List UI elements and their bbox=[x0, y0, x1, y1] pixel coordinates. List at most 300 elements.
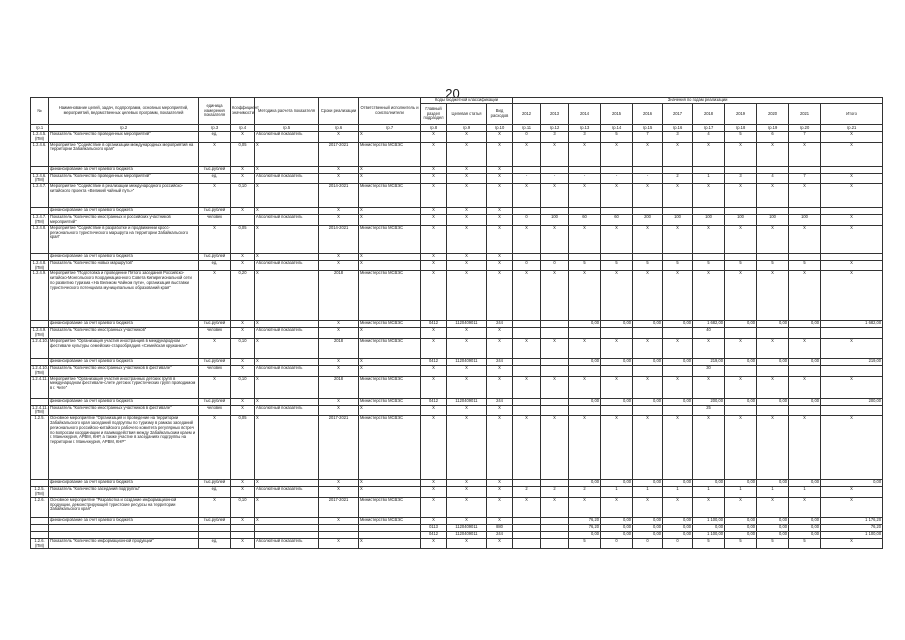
column-number: гр.11 bbox=[513, 125, 541, 132]
activity-row bbox=[31, 184, 883, 208]
column-number: гр.21 bbox=[821, 125, 883, 132]
table-cell: 0 bbox=[513, 132, 541, 143]
table-cell: X bbox=[359, 208, 421, 215]
table-cell: X bbox=[487, 487, 513, 498]
table-cell: 1 bbox=[693, 487, 725, 498]
column-number: гр.6 bbox=[319, 125, 359, 132]
table-cell: X bbox=[231, 321, 255, 328]
table-cell: X bbox=[255, 166, 319, 173]
table-cell bbox=[31, 398, 49, 405]
table-cell: X bbox=[421, 480, 447, 487]
table-cell bbox=[789, 405, 821, 416]
table-cell: X bbox=[663, 338, 693, 358]
program-table bbox=[30, 97, 883, 549]
table-cell: X bbox=[513, 338, 541, 358]
table-cell: X bbox=[541, 271, 569, 321]
table-cell: X bbox=[725, 376, 757, 398]
table-cell: X bbox=[693, 184, 725, 208]
table-cell: X bbox=[633, 376, 663, 398]
table-cell: X bbox=[319, 173, 359, 184]
table-cell bbox=[789, 328, 821, 339]
table-cell bbox=[513, 538, 541, 549]
table-cell: Абсолютный показатель bbox=[255, 405, 319, 416]
table-cell bbox=[541, 365, 569, 376]
table-body bbox=[31, 132, 883, 549]
table-cell: X bbox=[487, 497, 513, 517]
table-cell: 2017-2021 bbox=[319, 497, 359, 517]
table-cell: 60 bbox=[569, 215, 601, 226]
table-cell: X bbox=[199, 338, 231, 358]
table-cell: X bbox=[319, 208, 359, 215]
table-cell: 0,00 bbox=[725, 358, 757, 365]
table-cell: X bbox=[231, 260, 255, 271]
table-cell: X bbox=[319, 405, 359, 416]
table-cell: 3 bbox=[569, 132, 601, 143]
table-cell: 5 bbox=[569, 260, 601, 271]
table-cell: X bbox=[569, 271, 601, 321]
table-cell: Мероприятие "Организация участия иностранных детских групп в международном фестивале-слете детских туристических групп проводимом в г. Чите" bbox=[49, 376, 199, 398]
table-cell: 25 bbox=[693, 405, 725, 416]
table-cell: Министерство МСВЭС bbox=[359, 271, 421, 321]
table-cell: X bbox=[821, 173, 883, 184]
table-cell: 0,00 bbox=[693, 524, 725, 531]
table-cell: 1.2.4.6. bbox=[31, 142, 49, 166]
table-cell: X bbox=[487, 517, 513, 524]
table-cell: 2018 bbox=[319, 338, 359, 358]
table-cell: Абсолютный показатель bbox=[255, 173, 319, 184]
table-cell: 0,00 bbox=[725, 524, 757, 531]
table-cell: X bbox=[541, 225, 569, 253]
table-cell: 200,00 bbox=[821, 398, 883, 405]
table-cell: ед. bbox=[199, 487, 231, 498]
table-cell: 0,00 bbox=[633, 321, 663, 328]
table-cell: Мероприятие "Содействие в реализации международного российско-китайского проекта «Великий чайный путь»" bbox=[49, 184, 199, 208]
table-cell: X bbox=[199, 497, 231, 517]
table-cell: 0,00 bbox=[725, 480, 757, 487]
table-cell: 0,00 bbox=[789, 321, 821, 328]
table-cell bbox=[513, 517, 541, 524]
table-cell bbox=[757, 405, 789, 416]
program-table-container bbox=[30, 97, 882, 549]
table-cell: 0,00 bbox=[663, 358, 693, 365]
indicator-row bbox=[31, 487, 883, 498]
table-cell: X bbox=[231, 538, 255, 549]
table-cell: 7 bbox=[789, 173, 821, 184]
table-cell: X bbox=[633, 184, 663, 208]
table-cell: X bbox=[487, 253, 513, 260]
table-cell: X bbox=[513, 497, 541, 517]
table-cell bbox=[633, 365, 663, 376]
table-cell bbox=[633, 328, 663, 339]
table-cell: X bbox=[359, 253, 421, 260]
table-cell bbox=[541, 398, 569, 405]
table-cell: финансирование за счет краевого бюджета bbox=[49, 480, 199, 487]
table-cell: X bbox=[359, 480, 421, 487]
table-cell: X bbox=[421, 142, 447, 166]
table-cell: X bbox=[663, 416, 693, 480]
table-cell: 5 bbox=[633, 260, 663, 271]
table-cell: X bbox=[319, 480, 359, 487]
table-cell: Показатель "Количество заседаний подгруппы" bbox=[49, 487, 199, 498]
table-cell: X bbox=[199, 376, 231, 398]
table-cell: X bbox=[633, 497, 663, 517]
table-cell: X bbox=[255, 321, 319, 328]
column-number: гр.16 bbox=[663, 125, 693, 132]
table-cell: 0 bbox=[663, 538, 693, 549]
table-cell: X bbox=[447, 166, 487, 173]
table-cell: 100 bbox=[693, 215, 725, 226]
table-cell: X bbox=[255, 376, 319, 398]
table-cell: 0,00 bbox=[663, 398, 693, 405]
table-cell: 5 bbox=[757, 538, 789, 549]
table-cell: X bbox=[421, 416, 447, 480]
table-cell: X bbox=[421, 328, 447, 339]
column-number: гр.1 bbox=[31, 125, 49, 132]
table-cell: 0,00 bbox=[601, 321, 633, 328]
table-cell: 76,20 bbox=[569, 524, 601, 531]
table-cell: X bbox=[693, 416, 725, 480]
table-cell: X bbox=[601, 225, 633, 253]
column-number: гр.13 bbox=[569, 125, 601, 132]
table-cell: X bbox=[663, 184, 693, 208]
table-cell: Министерство МСВЭС bbox=[359, 338, 421, 358]
table-cell: Министерство МСВЭС bbox=[359, 184, 421, 208]
table-cell: X bbox=[601, 184, 633, 208]
table-cell: Мероприятие "Организация участия иностранцев в международном фестивале культуры семейских-старообрядцев «Семейская кружанка»" bbox=[49, 338, 199, 358]
table-cell: X bbox=[725, 225, 757, 253]
table-cell: 5 bbox=[725, 538, 757, 549]
table-cell: 2 bbox=[569, 487, 601, 498]
table-cell: ед. bbox=[199, 173, 231, 184]
table-cell: X bbox=[447, 338, 487, 358]
table-cell: 0,00 bbox=[789, 398, 821, 405]
header-year: 2018 bbox=[693, 104, 725, 125]
table-cell bbox=[319, 524, 359, 531]
table-cell bbox=[601, 365, 633, 376]
activity-row bbox=[31, 338, 883, 358]
table-cell: X bbox=[421, 215, 447, 226]
table-cell bbox=[633, 405, 663, 416]
table-cell: 100 bbox=[725, 215, 757, 226]
table-cell: 0 bbox=[513, 260, 541, 271]
table-cell bbox=[725, 365, 757, 376]
table-cell: 0,00 bbox=[693, 480, 725, 487]
table-cell: X bbox=[319, 260, 359, 271]
table-cell: Абсолютный показатель bbox=[255, 260, 319, 271]
table-cell bbox=[821, 405, 883, 416]
table-cell: X bbox=[447, 271, 487, 321]
table-cell: 0412 bbox=[421, 531, 447, 538]
table-cell: X bbox=[487, 173, 513, 184]
table-cell bbox=[359, 531, 421, 538]
table-cell: 0,00 bbox=[633, 480, 663, 487]
table-cell: 0,00 bbox=[633, 358, 663, 365]
table-cell: тыс.рублей bbox=[199, 253, 231, 260]
table-cell: X bbox=[231, 517, 255, 524]
table-cell: 0,00 bbox=[757, 480, 789, 487]
table-cell: X bbox=[255, 517, 319, 524]
table-cell: Абсолютный показатель bbox=[255, 132, 319, 143]
header-values-group: Значения по годам реализации bbox=[513, 98, 883, 104]
table-cell: 0,00 bbox=[757, 531, 789, 538]
table-cell: X bbox=[663, 142, 693, 166]
table-cell: Показатель "Количество проведенных мероприятий" bbox=[49, 173, 199, 184]
header-name: Наименование целей, задач, подпрограмм, основных мероприятий, мероприятий, ведомственных целевых программ, показателей bbox=[49, 98, 199, 125]
table-cell: 40 bbox=[693, 328, 725, 339]
table-cell: X bbox=[421, 184, 447, 208]
table-cell: 0,00 bbox=[601, 358, 633, 365]
table-cell: 0 bbox=[633, 538, 663, 549]
table-cell: X bbox=[421, 253, 447, 260]
header-year: 2013 bbox=[541, 104, 569, 125]
table-cell: 0,00 bbox=[663, 524, 693, 531]
table-cell: 100 bbox=[663, 215, 693, 226]
table-cell: 0,00 bbox=[757, 517, 789, 524]
table-cell: X bbox=[541, 184, 569, 208]
table-cell: Показатель "Количество информационной продукции" bbox=[49, 538, 199, 549]
column-number: гр.4 bbox=[231, 125, 255, 132]
table-cell: X bbox=[487, 208, 513, 215]
column-number: гр.17 bbox=[693, 125, 725, 132]
table-cell: X bbox=[821, 132, 883, 143]
table-cell bbox=[541, 538, 569, 549]
table-cell: - bbox=[513, 173, 541, 184]
table-cell: тыс.рублей bbox=[199, 166, 231, 173]
table-cell: X bbox=[725, 416, 757, 480]
table-cell: 0,00 bbox=[569, 480, 601, 487]
table-cell: X bbox=[757, 416, 789, 480]
table-cell: 5 bbox=[601, 132, 633, 143]
table-cell: 1 bbox=[663, 487, 693, 498]
table-cell: Показатель "Количество новых маршрутов" bbox=[49, 260, 199, 271]
table-cell: 1 bbox=[789, 487, 821, 498]
table-cell: X bbox=[421, 376, 447, 398]
table-cell: X bbox=[487, 271, 513, 321]
table-cell: X bbox=[447, 253, 487, 260]
indicator-row bbox=[31, 260, 883, 271]
table-cell: 0,10 bbox=[231, 497, 255, 517]
table-cell: Министерство МСВЭС bbox=[359, 398, 421, 405]
table-cell: 0,00 bbox=[789, 517, 821, 524]
table-cell: X bbox=[421, 538, 447, 549]
table-cell: X bbox=[541, 142, 569, 166]
table-cell: тыс.рублей bbox=[199, 517, 231, 524]
column-number: гр.19 bbox=[757, 125, 789, 132]
table-cell: X bbox=[421, 365, 447, 376]
activity-row bbox=[31, 497, 883, 517]
table-cell: Министерство МСВЭС bbox=[359, 376, 421, 398]
table-cell: X bbox=[821, 497, 883, 517]
financing-row bbox=[31, 321, 883, 328]
table-cell bbox=[601, 328, 633, 339]
table-cell: X bbox=[447, 405, 487, 416]
table-cell: X bbox=[633, 225, 663, 253]
table-cell: X bbox=[789, 338, 821, 358]
table-cell bbox=[541, 328, 569, 339]
table-cell: X bbox=[663, 225, 693, 253]
table-cell: 2017-2021 bbox=[319, 142, 359, 166]
table-cell: X bbox=[319, 517, 359, 524]
column-number: гр.10 bbox=[487, 125, 513, 132]
table-cell: X bbox=[319, 487, 359, 498]
financing-row bbox=[31, 398, 883, 405]
table-cell: 1.2.4.10. (ПМ) bbox=[32, 364, 48, 375]
table-cell bbox=[569, 405, 601, 416]
table-cell: Министерство МСВЭС bbox=[359, 416, 421, 480]
table-cell: X bbox=[319, 253, 359, 260]
table-cell bbox=[663, 405, 693, 416]
table-cell: 0,00 bbox=[725, 531, 757, 538]
table-cell: X bbox=[569, 376, 601, 398]
column-number: гр.20 bbox=[789, 125, 821, 132]
column-number: гр.2 bbox=[49, 125, 199, 132]
table-cell: X bbox=[487, 328, 513, 339]
table-cell: X bbox=[421, 405, 447, 416]
table-cell: X bbox=[693, 271, 725, 321]
table-cell: X bbox=[359, 215, 421, 226]
table-cell bbox=[513, 321, 541, 328]
table-cell: X bbox=[513, 142, 541, 166]
table-cell: 0,00 bbox=[789, 524, 821, 531]
table-cell: 0,00 bbox=[757, 398, 789, 405]
table-cell: X bbox=[757, 497, 789, 517]
table-cell: 0,00 bbox=[757, 321, 789, 328]
table-cell: X bbox=[757, 225, 789, 253]
table-cell: X bbox=[231, 398, 255, 405]
table-cell: X bbox=[789, 271, 821, 321]
table-cell bbox=[541, 321, 569, 328]
table-cell: X bbox=[757, 271, 789, 321]
table-cell: X bbox=[447, 365, 487, 376]
table-cell: 0,00 bbox=[663, 531, 693, 538]
column-number: гр.9 bbox=[447, 125, 487, 132]
column-number: гр.5 bbox=[255, 125, 319, 132]
table-cell: 0,00 bbox=[569, 358, 601, 365]
table-cell: X bbox=[319, 538, 359, 549]
table-cell bbox=[725, 405, 757, 416]
table-cell: X bbox=[255, 416, 319, 480]
table-cell: X bbox=[199, 416, 231, 480]
header-code-article: Целевая статья bbox=[447, 104, 487, 125]
table-cell: X bbox=[487, 132, 513, 143]
table-cell: 0 bbox=[541, 260, 569, 271]
table-cell: 5 bbox=[693, 538, 725, 549]
table-cell bbox=[663, 328, 693, 339]
table-cell: человек bbox=[199, 328, 231, 339]
table-cell: 0,00 bbox=[725, 398, 757, 405]
indicator-row bbox=[31, 405, 883, 416]
table-cell: 0,00 bbox=[789, 480, 821, 487]
table-cell: Мероприятие "Подготовка и проведение Пятого заседания Российско-китайско-Монгольского Координационного Совета Кипирегиональной сети по развитию туризма «На Великом Чайном пути», организация выставки туристического потенциала муниципальных образований края" bbox=[49, 271, 199, 321]
table-cell: 1.2.5. (ПМ) bbox=[31, 487, 49, 498]
table-cell: 5 bbox=[789, 538, 821, 549]
header-code-section: Главный раздел подраздел bbox=[421, 104, 447, 125]
table-cell: X bbox=[255, 142, 319, 166]
table-cell bbox=[513, 531, 541, 538]
table-cell: X bbox=[541, 376, 569, 398]
table-cell: 0,00 bbox=[663, 480, 693, 487]
table-cell: X bbox=[231, 328, 255, 339]
table-cell: X bbox=[421, 260, 447, 271]
table-cell: X bbox=[513, 271, 541, 321]
header-total: Итого bbox=[821, 104, 883, 125]
table-cell bbox=[541, 358, 569, 365]
table-cell: X bbox=[255, 398, 319, 405]
table-cell: X bbox=[487, 538, 513, 549]
table-cell: X bbox=[821, 184, 883, 208]
table-cell: X bbox=[569, 142, 601, 166]
table-cell: X bbox=[319, 398, 359, 405]
table-cell: Основное мероприятие "Организация и проведение на территории Забайкальского края заседаний подгруппы по туризму в рамках заседаний регионального российско-китайского рабочего комитета регулярных встреч по вопросам координации и взаимодействия между Забайкальским краем и г. Маньчжурия, АРВМ, КНР, а также участие в заседаниях подгруппы на территории г. Маньчжурия, АРВМ, КНР" bbox=[49, 416, 199, 480]
table-cell: X bbox=[231, 358, 255, 365]
table-cell: 244 bbox=[487, 531, 513, 538]
table-cell: X bbox=[319, 321, 359, 328]
table-cell: X bbox=[319, 358, 359, 365]
table-cell: X bbox=[789, 142, 821, 166]
table-cell: 1.2.4.8. (ПМ) bbox=[31, 260, 49, 271]
table-cell: 1 100,00 bbox=[821, 531, 883, 538]
table-cell: 100 bbox=[757, 215, 789, 226]
activity-row bbox=[31, 142, 883, 166]
table-cell: X bbox=[725, 338, 757, 358]
table-cell: X bbox=[231, 365, 255, 376]
table-cell: 1120409011 bbox=[447, 321, 487, 328]
table-cell: X bbox=[487, 405, 513, 416]
table-cell: 0,05 bbox=[231, 225, 255, 253]
table-cell: X bbox=[569, 497, 601, 517]
table-cell: Министерство МСВЭС bbox=[359, 321, 421, 328]
header-year: 2012 bbox=[513, 104, 541, 125]
table-cell: X bbox=[359, 132, 421, 143]
table-cell: X bbox=[663, 271, 693, 321]
table-cell: 5 bbox=[663, 260, 693, 271]
table-cell: 2 bbox=[541, 487, 569, 498]
table-cell: X bbox=[633, 271, 663, 321]
table-cell: X bbox=[231, 132, 255, 143]
table-cell: X bbox=[821, 376, 883, 398]
table-cell bbox=[569, 365, 601, 376]
table-cell: X bbox=[757, 338, 789, 358]
header-unit: единица измерения показателя bbox=[199, 98, 231, 125]
table-cell: 0,05 bbox=[231, 142, 255, 166]
table-cell: 244 bbox=[487, 398, 513, 405]
table-cell: 7 bbox=[789, 132, 821, 143]
table-cell: X bbox=[789, 497, 821, 517]
table-cell: 4 bbox=[757, 173, 789, 184]
table-cell: X bbox=[447, 416, 487, 480]
table-cell: ед. bbox=[199, 538, 231, 549]
table-cell: 219,00 bbox=[821, 358, 883, 365]
table-cell: Мероприятие "Содействие в организации международных мероприятий на территории Забайкальского края" bbox=[49, 142, 199, 166]
table-cell: X bbox=[447, 215, 487, 226]
table-cell bbox=[663, 365, 693, 376]
table-cell: 5 bbox=[693, 260, 725, 271]
indicator-row bbox=[31, 328, 883, 339]
table-cell: X bbox=[789, 184, 821, 208]
table-cell bbox=[513, 358, 541, 365]
table-cell: 0412 bbox=[421, 321, 447, 328]
table-cell: 0,00 bbox=[757, 524, 789, 531]
table-cell: 1120409011 bbox=[447, 531, 487, 538]
table-cell: человек bbox=[199, 365, 231, 376]
table-cell: 200,00 bbox=[693, 398, 725, 405]
table-cell: 0,00 bbox=[789, 531, 821, 538]
table-cell: 7 bbox=[633, 132, 663, 143]
table-cell: X bbox=[487, 365, 513, 376]
table-cell: 1.2.4.9. bbox=[31, 271, 49, 321]
table-cell bbox=[31, 524, 49, 531]
table-cell: 0,00 bbox=[601, 517, 633, 524]
